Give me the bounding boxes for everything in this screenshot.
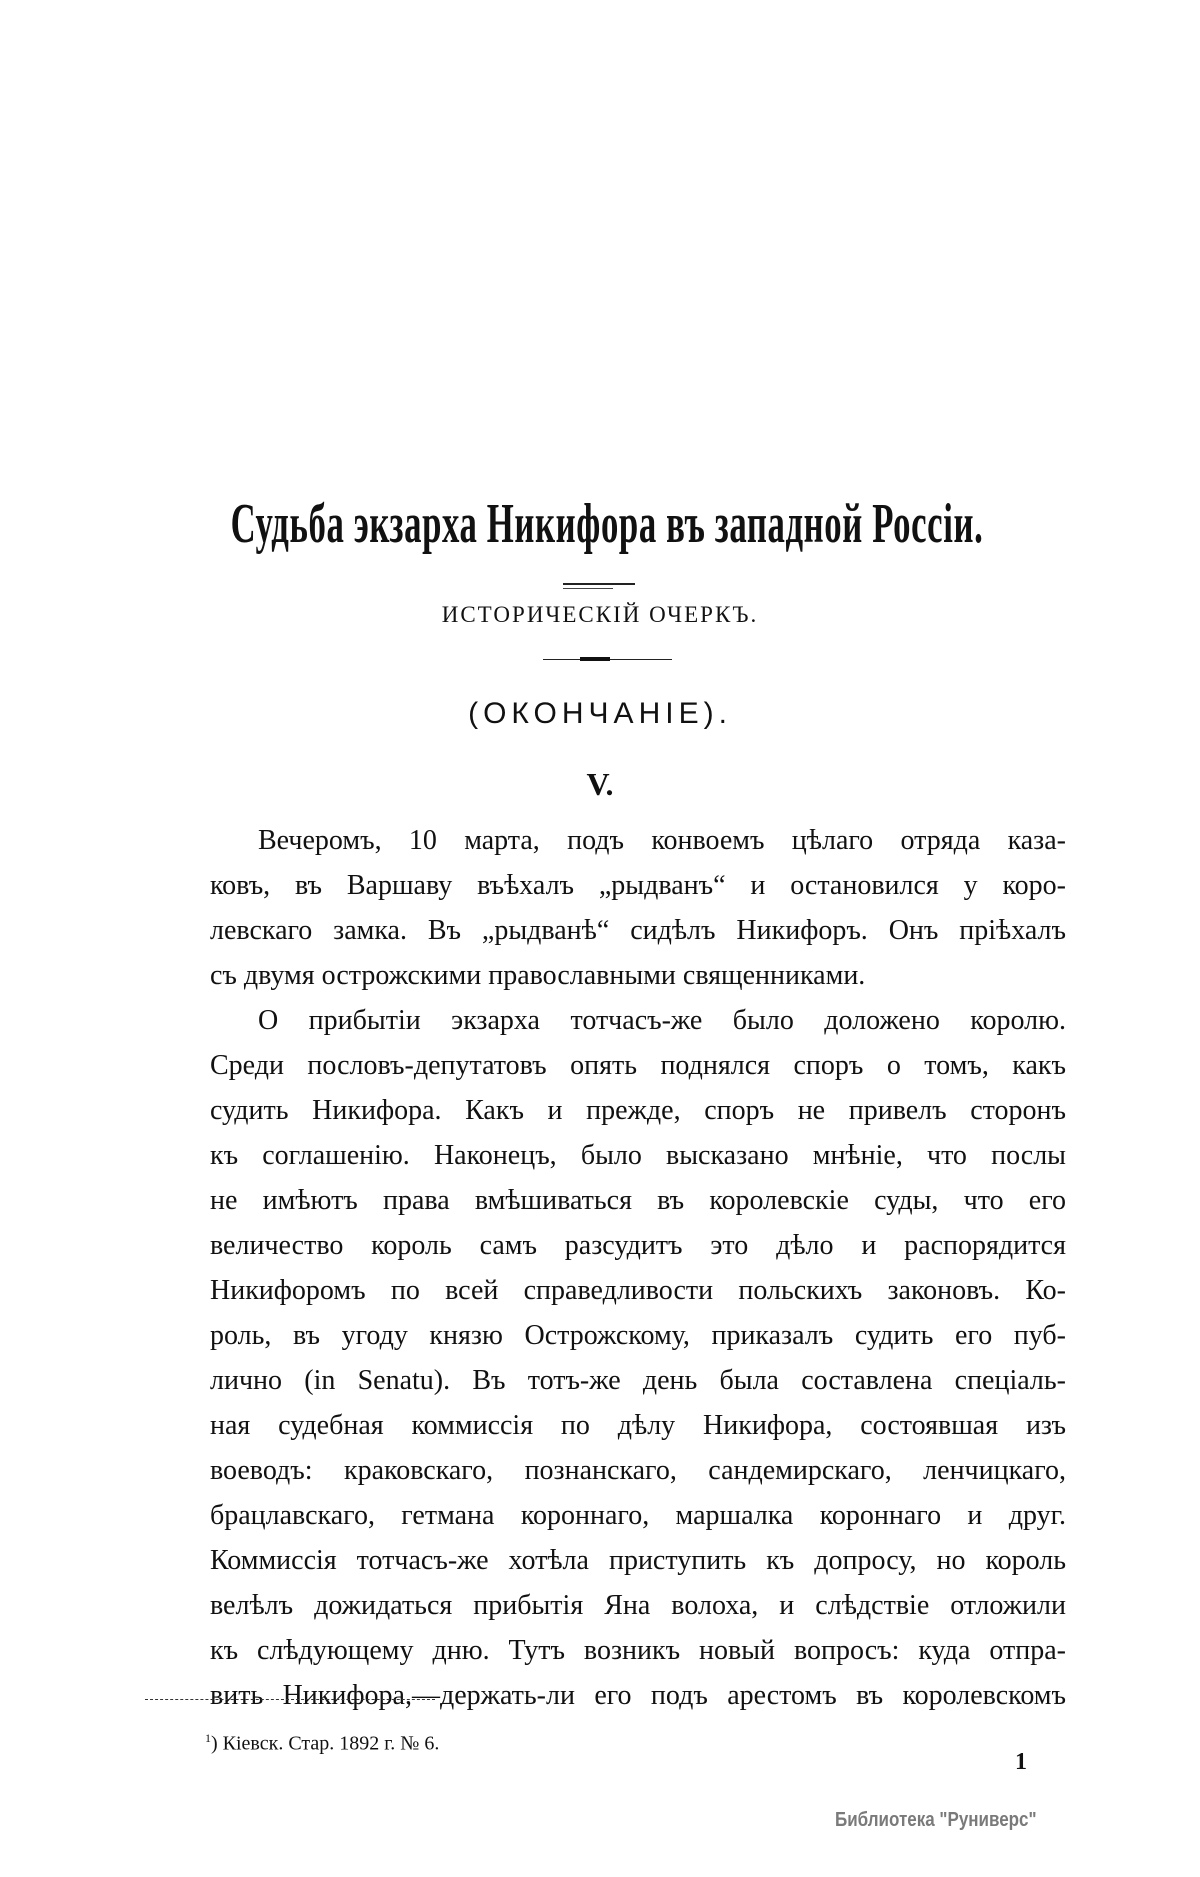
ornament-divider-center	[580, 657, 610, 661]
text-line: Среди пословъ-депутатовъ опять поднялся споръ о томъ, какъ	[210, 1050, 1066, 1081]
title-text: Судьба экзарха Никифора въ западной Россіи.	[230, 493, 984, 555]
text-line: Вечеромъ, 10 марта, подъ конвоемъ цѣлаго отряда каза-	[258, 825, 1066, 856]
footnote-marker: 1	[205, 1731, 211, 1745]
page-number: 1	[1015, 1749, 1027, 1775]
text-line: къ соглашенію. Наконецъ, было высказано мнѣніе, что послы	[210, 1140, 1066, 1171]
continuation-label: (ОКОНЧАНІЕ).	[468, 697, 732, 730]
text-line: велѣлъ дожидаться прибытія Яна волоха, и слѣдствіе отложили	[210, 1590, 1066, 1621]
text-line: Коммиссія тотчасъ-же хотѣла приступить къ допросу, но король	[210, 1545, 1066, 1576]
library-watermark: Библиотека "Руниверс"	[835, 1809, 1037, 1831]
footnote-text: ) Кіевск. Стар. 1892 г. № 6.	[211, 1732, 440, 1755]
text-line: О прибытіи экзарха тотчасъ-же было доложено королю.	[258, 1005, 1066, 1036]
title-divider	[563, 583, 635, 585]
text-line: Никифоромъ по всей справедливости польскихъ законовъ. Ко-	[210, 1275, 1066, 1306]
text-line: судить Никифора. Какъ и прежде, споръ не привелъ сторонъ	[210, 1095, 1066, 1126]
body-text	[210, 818, 1066, 1718]
text-line: лично (in Senatu). Въ тотъ-же день была составлена спеціаль-	[210, 1365, 1066, 1396]
title-divider-secondary	[563, 588, 613, 589]
text-line: вить Никифора,—держать-ли его подъ арестомъ въ королевскомъ	[210, 1680, 1066, 1711]
text-line: съ двумя острожскими православными священниками.	[210, 960, 866, 991]
text-line: къ слѣдующему дню. Тутъ возникъ новый вопросъ: куда отпра-	[210, 1635, 1066, 1666]
text-line: роль, въ угоду князю Острожскому, приказалъ судить его пуб-	[210, 1320, 1066, 1351]
footnote-divider	[145, 1699, 435, 1700]
text-line: не имѣютъ права вмѣшиваться въ королевскіе суды, что его	[210, 1185, 1066, 1216]
article-title	[0, 492, 1200, 556]
text-line: ковъ, въ Варшаву въѣхалъ „рыдванъ“ и остановился у коро-	[210, 870, 1066, 901]
footnote	[205, 1731, 439, 1756]
text-line: левскаго замка. Въ „рыдванѣ“ сидѣлъ Никифоръ. Онъ пріѣхалъ	[210, 915, 1066, 946]
subtitle: ИСТОРИЧЕСКІЙ ОЧЕРКЪ.	[441, 602, 759, 627]
chapter-number: V.	[586, 766, 614, 802]
text-line: воеводъ: краковскаго, познанскаго, сандемирскаго, ленчицкаго,	[210, 1455, 1066, 1486]
text-line: брацлавскаго, гетмана короннаго, маршалка короннаго и друг.	[210, 1500, 1066, 1531]
text-line: величество король самъ разсудитъ это дѣло и распорядится	[210, 1230, 1066, 1261]
text-line: ная судебная коммиссія по дѣлу Никифора, состоявшая изъ	[210, 1410, 1066, 1441]
